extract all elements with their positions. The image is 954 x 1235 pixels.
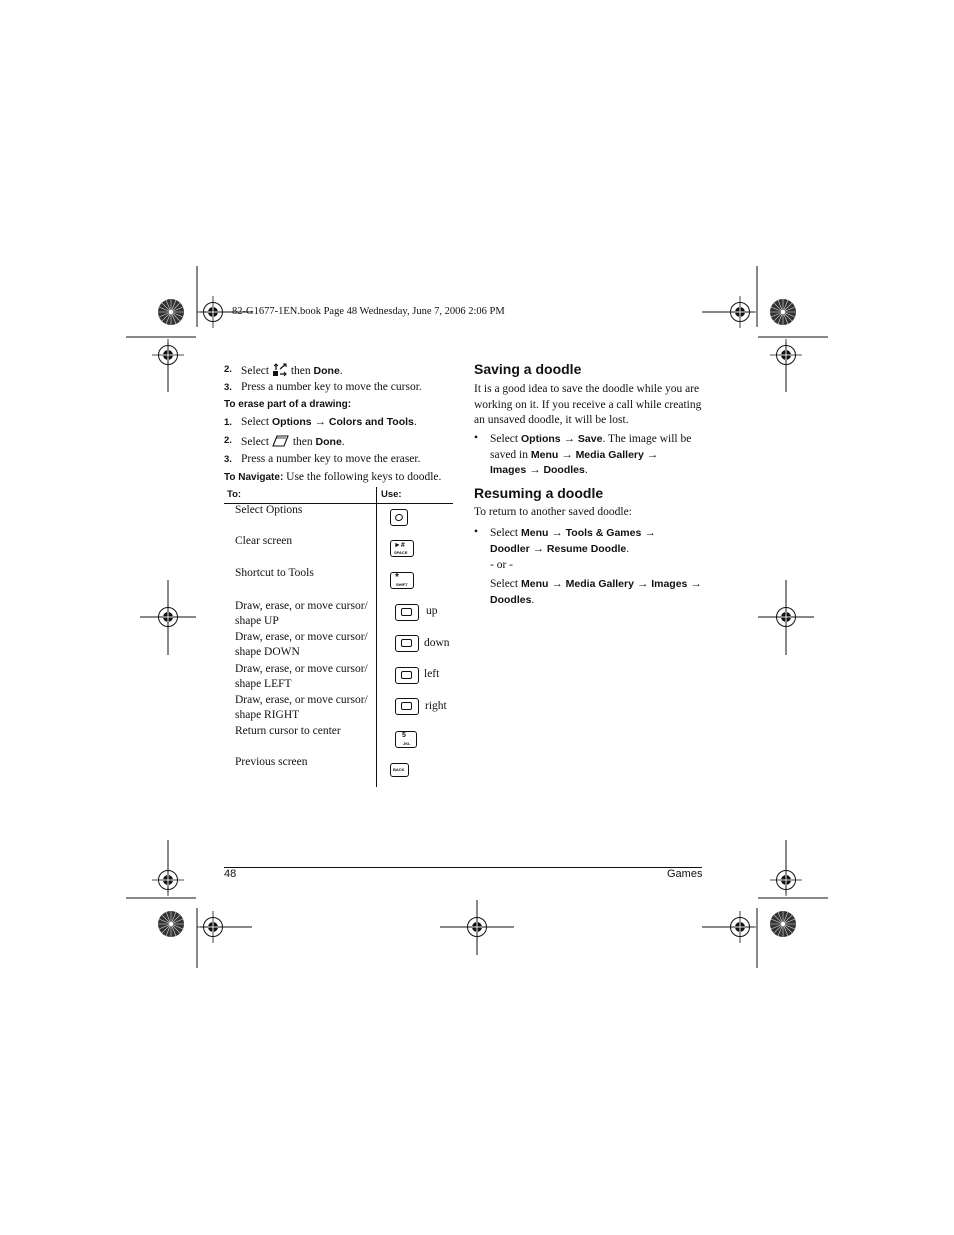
resuming-intro: To return to another saved doodle:	[474, 506, 632, 518]
erase-heading: To erase part of a drawing:	[224, 399, 352, 410]
saving-paragraph: It is a good idea to save the doodle while you are working on it. If you receive a call while creating an unsaved doodle, it will be lost.	[474, 383, 702, 426]
nav-key-icon	[395, 635, 419, 652]
saving-heading: Saving a doodle	[474, 361, 582, 377]
back-key-icon: BACK	[390, 763, 409, 777]
table-row: Draw, erase, or move cursor/ shape DOWN	[235, 631, 368, 658]
saving-bullet: •	[474, 432, 479, 444]
nav-up-label: up	[426, 605, 438, 617]
section-name: Games	[667, 868, 703, 880]
book-info-line: 82-G1677-1EN.book Page 48 Wednesday, June 7, 2006 2:06 PM	[232, 306, 505, 317]
table-row: Return cursor to center	[235, 725, 341, 737]
nav-key-icon	[395, 604, 419, 621]
nav-key-icon	[395, 698, 419, 715]
table-column-divider	[376, 487, 377, 787]
resuming-bullet-text: Select Menu → Tools & Games → Doodler → Resume Doodle.	[490, 527, 656, 555]
table-header-to: To:	[227, 489, 242, 500]
nav-down-label: down	[424, 637, 450, 649]
or-separator: - or -	[490, 559, 513, 571]
table-row: Draw, erase, or move cursor/ shape LEFT	[235, 663, 368, 690]
nav-right-label: right	[425, 700, 447, 712]
erase-step-2: 2. Select then Done.	[224, 435, 345, 448]
table-header-use: Use:	[381, 489, 402, 500]
resuming-alt-path: Select Menu → Media Gallery → Images → Doodles.	[490, 578, 702, 606]
saving-bullet-text: Select Options → Save. The image will be saved in Menu → Media Gallery → Images → Doodles.	[490, 433, 692, 476]
table-row: Shortcut to Tools	[235, 567, 314, 579]
page-number: 48	[224, 868, 237, 880]
step-3-move-cursor: 3. Press a number key to move the cursor.	[224, 381, 422, 393]
shape-tool-icon	[272, 363, 288, 377]
left-softkey-icon	[390, 509, 408, 526]
step-2-select-then-done: 2. Select then Done.	[224, 364, 343, 377]
resuming-bullet: •	[474, 526, 479, 538]
pound-space-key-icon: ►# SPACE	[390, 540, 414, 557]
eraser-icon	[272, 434, 290, 448]
nav-left-label: left	[424, 668, 440, 680]
table-row: Draw, erase, or move cursor/ shape RIGHT	[235, 694, 368, 721]
erase-step-3: 3. Press a number key to move the eraser.	[224, 453, 421, 465]
table-row: Previous screen	[235, 756, 308, 768]
resuming-heading: Resuming a doodle	[474, 485, 604, 501]
star-shift-key-icon: * SHIFT	[390, 572, 414, 589]
nav-key-icon	[395, 667, 419, 684]
table-row: Clear screen	[235, 535, 293, 547]
navigate-line: To Navigate: Use the following keys to doodle.	[224, 471, 442, 483]
table-row: Select Options	[235, 504, 303, 516]
table-row: Draw, erase, or move cursor/ shape UP	[235, 600, 368, 627]
five-jkl-key-icon: 5 JKL	[395, 731, 417, 748]
footer-rule	[224, 867, 702, 868]
erase-step-1: 1. Select Options → Colors and Tools.	[224, 416, 417, 428]
